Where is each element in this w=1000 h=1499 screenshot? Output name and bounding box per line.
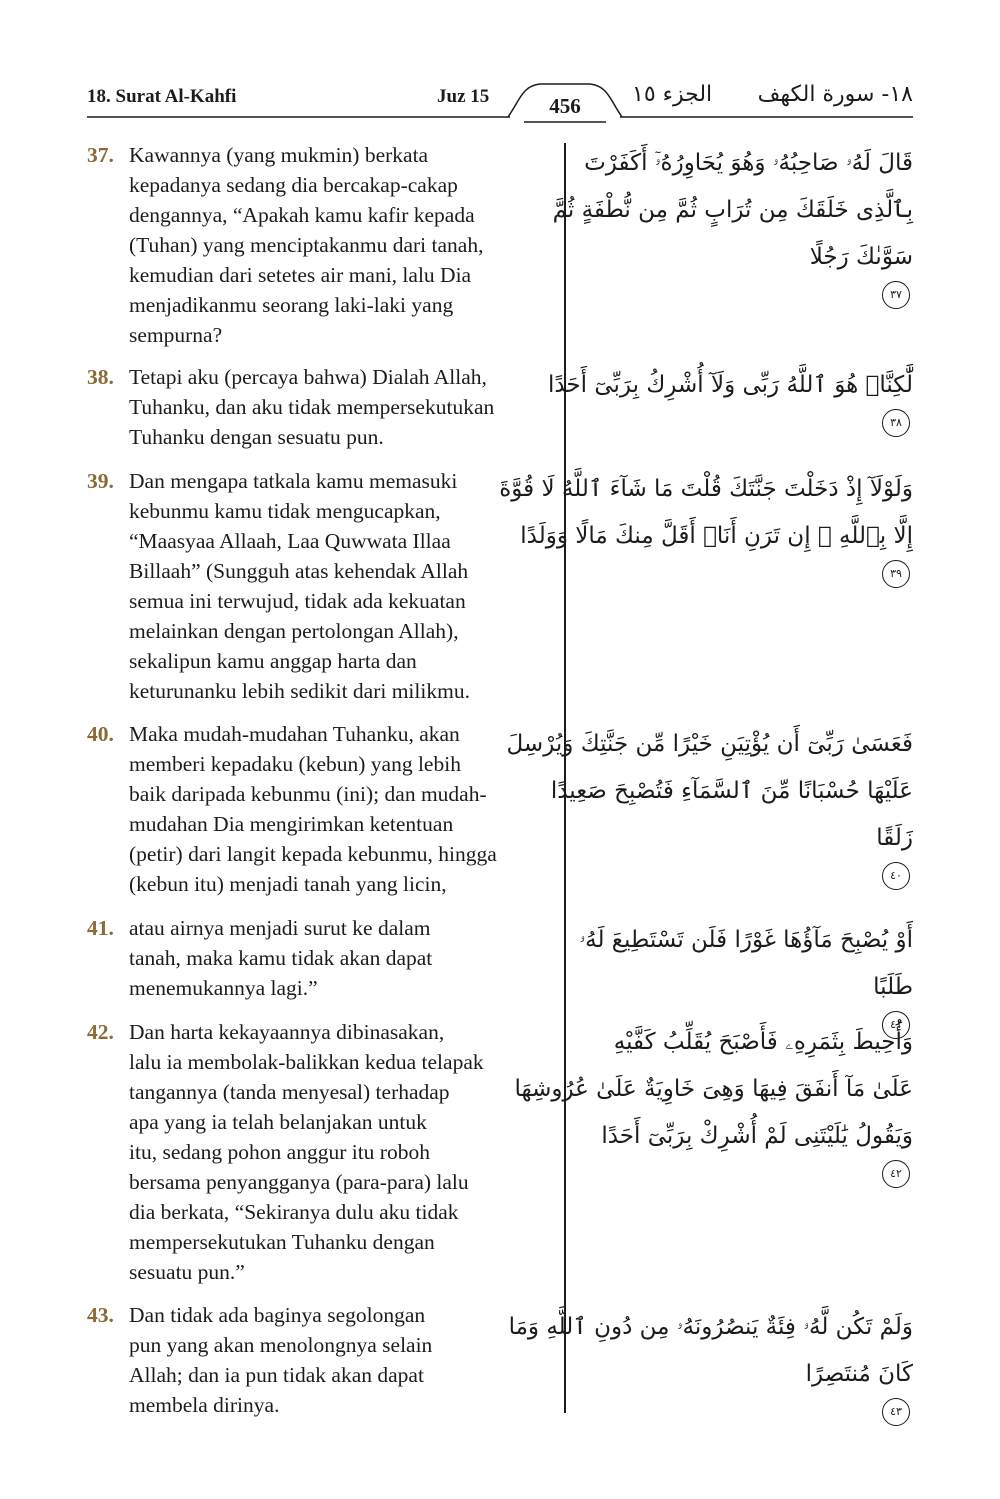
verse-end-marker: ٤٢	[882, 1160, 910, 1188]
verse-end-marker: ٣٧	[882, 281, 910, 309]
arabic-line: إِلَّا بِٱللَّهِ ۚ إِن تَرَنِ أَنَا۠ أَقَلَّ مِنكَ مَالًا وَوَلَدًا ٣٩	[585, 513, 913, 588]
verse-arabic	[514, 1019, 913, 1188]
arabic-line: فَعَسَىٰ رَبِّىٓ أَن يُؤْتِيَنِ خَيْرًا مِّن جَنَّتِكَ وَيُرْسِلَ	[506, 731, 913, 757]
translation-line: mempersekutukan Tuhanku dengan	[129, 1230, 435, 1254]
verse-end-marker: ٣٩	[882, 560, 910, 588]
translation-line: kemudian dari setetes air mani, lalu Dia	[129, 263, 472, 287]
translation-line: keturunanku lebih sedikit dari milikmu.	[129, 679, 470, 703]
surah-title-arabic: ١٨- سورة الكهف	[757, 82, 913, 107]
translation-line: Billaah” (Sungguh atas kehendak Allah	[129, 559, 469, 583]
arabic-line: وَلَمْ تَكُن لَّهُۥ فِئَةٌ يَنصُرُونَهُۥ مِن دُونِ ٱللَّهِ وَمَا	[508, 1314, 913, 1340]
translation-line: (Tuhan) yang menciptakanmu dari tanah,	[129, 233, 484, 257]
verse-translation	[129, 913, 557, 1003]
arabic-line: كَانَ مُنتَصِرًا ٤٣	[585, 1351, 913, 1426]
translation-line: sempurna?	[129, 323, 223, 347]
translation-line: dengannya, “Apakah kamu kafir kepada	[129, 203, 475, 227]
translation-line: Tuhanku, dan aku tidak mempersekutukan	[129, 395, 495, 419]
juz-label-latin: Juz 15	[437, 86, 490, 107]
translation-line: memberi kepadaku (kebun) yang lebih	[129, 752, 461, 776]
translation-line: semua ini terwujud, tidak ada kekuatan	[129, 589, 466, 613]
translation-line: itu, sedang pohon anggur itu roboh	[129, 1140, 430, 1164]
translation-line: mudahan Dia mengirimkan ketentuan	[129, 812, 454, 836]
verse-end-marker: ٤٠	[882, 862, 910, 890]
translation-line: menemukannya lagi.”	[129, 976, 318, 1000]
translation-line: Dan harta kekayaannya dibinasakan,	[129, 1020, 445, 1044]
translation-line: tangannya (tanda menyesal) terhadap	[129, 1080, 450, 1104]
translation-line: kebunmu kamu tidak mengucapkan,	[129, 499, 441, 523]
translation-line: pun yang akan menolongnya selain	[129, 1333, 433, 1357]
arabic-line: وَلَوْلَآ إِذْ دَخَلْتَ جَنَّتَكَ قُلْتَ مَا شَآءَ ٱللَّهُ لَا قُوَّةَ	[499, 476, 913, 502]
verse-end-marker: ٤١	[882, 1011, 910, 1039]
verse-number: 37.	[87, 143, 114, 167]
translation-line: Tetapi aku (percaya bahwa) Dialah Allah,	[129, 365, 487, 389]
translation-line: Dan mengapa tatkala kamu memasuki	[129, 469, 458, 493]
translation-line: melainkan dengan pertolongan Allah),	[129, 619, 459, 643]
arabic-line: سَوَّىٰكَ رَجُلًا ٣٧	[585, 234, 913, 309]
verse-arabic	[547, 362, 913, 437]
translation-line: sesuatu pun.”	[129, 1260, 245, 1284]
verse-number: 42.	[87, 1020, 114, 1044]
arabic-line: عَلَىٰ مَآ أَنفَقَ فِيهَا وَهِىَ خَاوِيَةٌ عَلَىٰ عُرُوشِهَا	[514, 1076, 913, 1102]
verse-translation	[129, 1300, 557, 1420]
verse-translation	[129, 1017, 557, 1287]
verse-number: 41.	[87, 916, 114, 940]
verse-number: 39.	[87, 469, 114, 493]
arabic-line: وَأُحِيطَ بِثَمَرِهِۦ فَأَصْبَحَ يُقَلِّبُ كَفَّيْهِ	[613, 1029, 913, 1055]
verse-number: 43.	[87, 1303, 114, 1327]
arabic-line: طَلَبًا ٤١	[585, 964, 913, 1039]
translation-line: sekalipun kamu anggap harta dan	[129, 649, 417, 673]
translation-line: bersama penyangganya (para-para) lalu	[129, 1170, 469, 1194]
arabic-line: زَلَقًا ٤٠	[585, 815, 913, 890]
verse-end-marker: ٤٣	[882, 1398, 910, 1426]
header-rule	[0, 0, 1000, 130]
surah-title-latin: 18. Surat Al-Kahfi	[87, 86, 237, 107]
page-number: 456	[549, 94, 581, 118]
verse-number: 40.	[87, 722, 114, 746]
translation-line: Kawannya (yang mukmin) berkata	[129, 143, 429, 167]
translation-line: apa yang ia telah belanjakan untuk	[129, 1110, 427, 1134]
translation-line: baik daripada kebunmu (ini); dan mudah-	[129, 782, 487, 806]
translation-line: “Maasyaa Allaah, Laa Quwwata Illaa	[129, 529, 451, 553]
juz-label-arabic: الجزء ١٥	[632, 82, 713, 107]
translation-line: kepadanya sedang dia bercakap-cakap	[129, 173, 458, 197]
verse-translation	[129, 466, 557, 706]
arabic-line: أَوْ يُصْبِحَ مَآؤُهَا غَوْرًا فَلَن تَسْتَطِيعَ لَهُۥ	[579, 927, 913, 953]
translation-line: (kebun itu) menjadi tanah yang licin,	[129, 872, 447, 896]
verse-arabic	[499, 466, 913, 588]
verse-arabic	[508, 1304, 913, 1426]
arabic-line: بِٱلَّذِى خَلَقَكَ مِن تُرَابٍ ثُمَّ مِن نُّطْفَةٍ ثُمَّ	[552, 197, 913, 223]
verse-translation	[129, 140, 557, 350]
arabic-line: عَلَيْهَا حُسْبَانًا مِّنَ ٱلسَّمَآءِ فَتُصْبِحَ صَعِيدًا	[550, 778, 913, 804]
translation-line: Tuhanku dengan sesuatu pun.	[129, 425, 384, 449]
translation-line: atau airnya menjadi surut ke dalam	[129, 916, 431, 940]
translation-line: Allah; dan ia pun tidak akan dapat	[129, 1363, 424, 1387]
arabic-line: قَالَ لَهُۥ صَاحِبُهُۥ وَهُوَ يُحَاوِرُهُۥٓ أَكَفَرْتَ	[584, 150, 913, 176]
arabic-line: لَّٰكِنَّا۠ هُوَ ٱللَّهُ رَبِّى وَلَآ أُشْرِكُ بِرَبِّىٓ أَحَدًا ٣٨	[585, 362, 913, 437]
translation-line: membela dirinya.	[129, 1393, 280, 1417]
translation-line: tanah, maka kamu tidak akan dapat	[129, 946, 433, 970]
verse-arabic	[552, 140, 913, 309]
translation-line: (petir) dari langit kepada kebunmu, hingga	[129, 842, 497, 866]
verse-translation	[129, 719, 557, 899]
arabic-line: وَيَقُولُ يَٰلَيْتَنِى لَمْ أُشْرِكْ بِرَبِّىٓ أَحَدًا ٤٢	[585, 1113, 913, 1188]
verse-arabic	[506, 721, 913, 890]
translation-line: Maka mudah-mudahan Tuhanku, akan	[129, 722, 460, 746]
page-header	[0, 0, 1000, 130]
translation-line: dia berkata, “Sekiranya dulu aku tidak	[129, 1200, 459, 1224]
translation-line: lalu ia membolak-balikkan kedua telapak	[129, 1050, 484, 1074]
verse-number: 38.	[87, 365, 114, 389]
verse-translation	[129, 362, 557, 452]
verse-end-marker: ٣٨	[882, 409, 910, 437]
translation-line: Dan tidak ada baginya segolongan	[129, 1303, 426, 1327]
translation-line: menjadikanmu seorang laki-laki yang	[129, 293, 454, 317]
